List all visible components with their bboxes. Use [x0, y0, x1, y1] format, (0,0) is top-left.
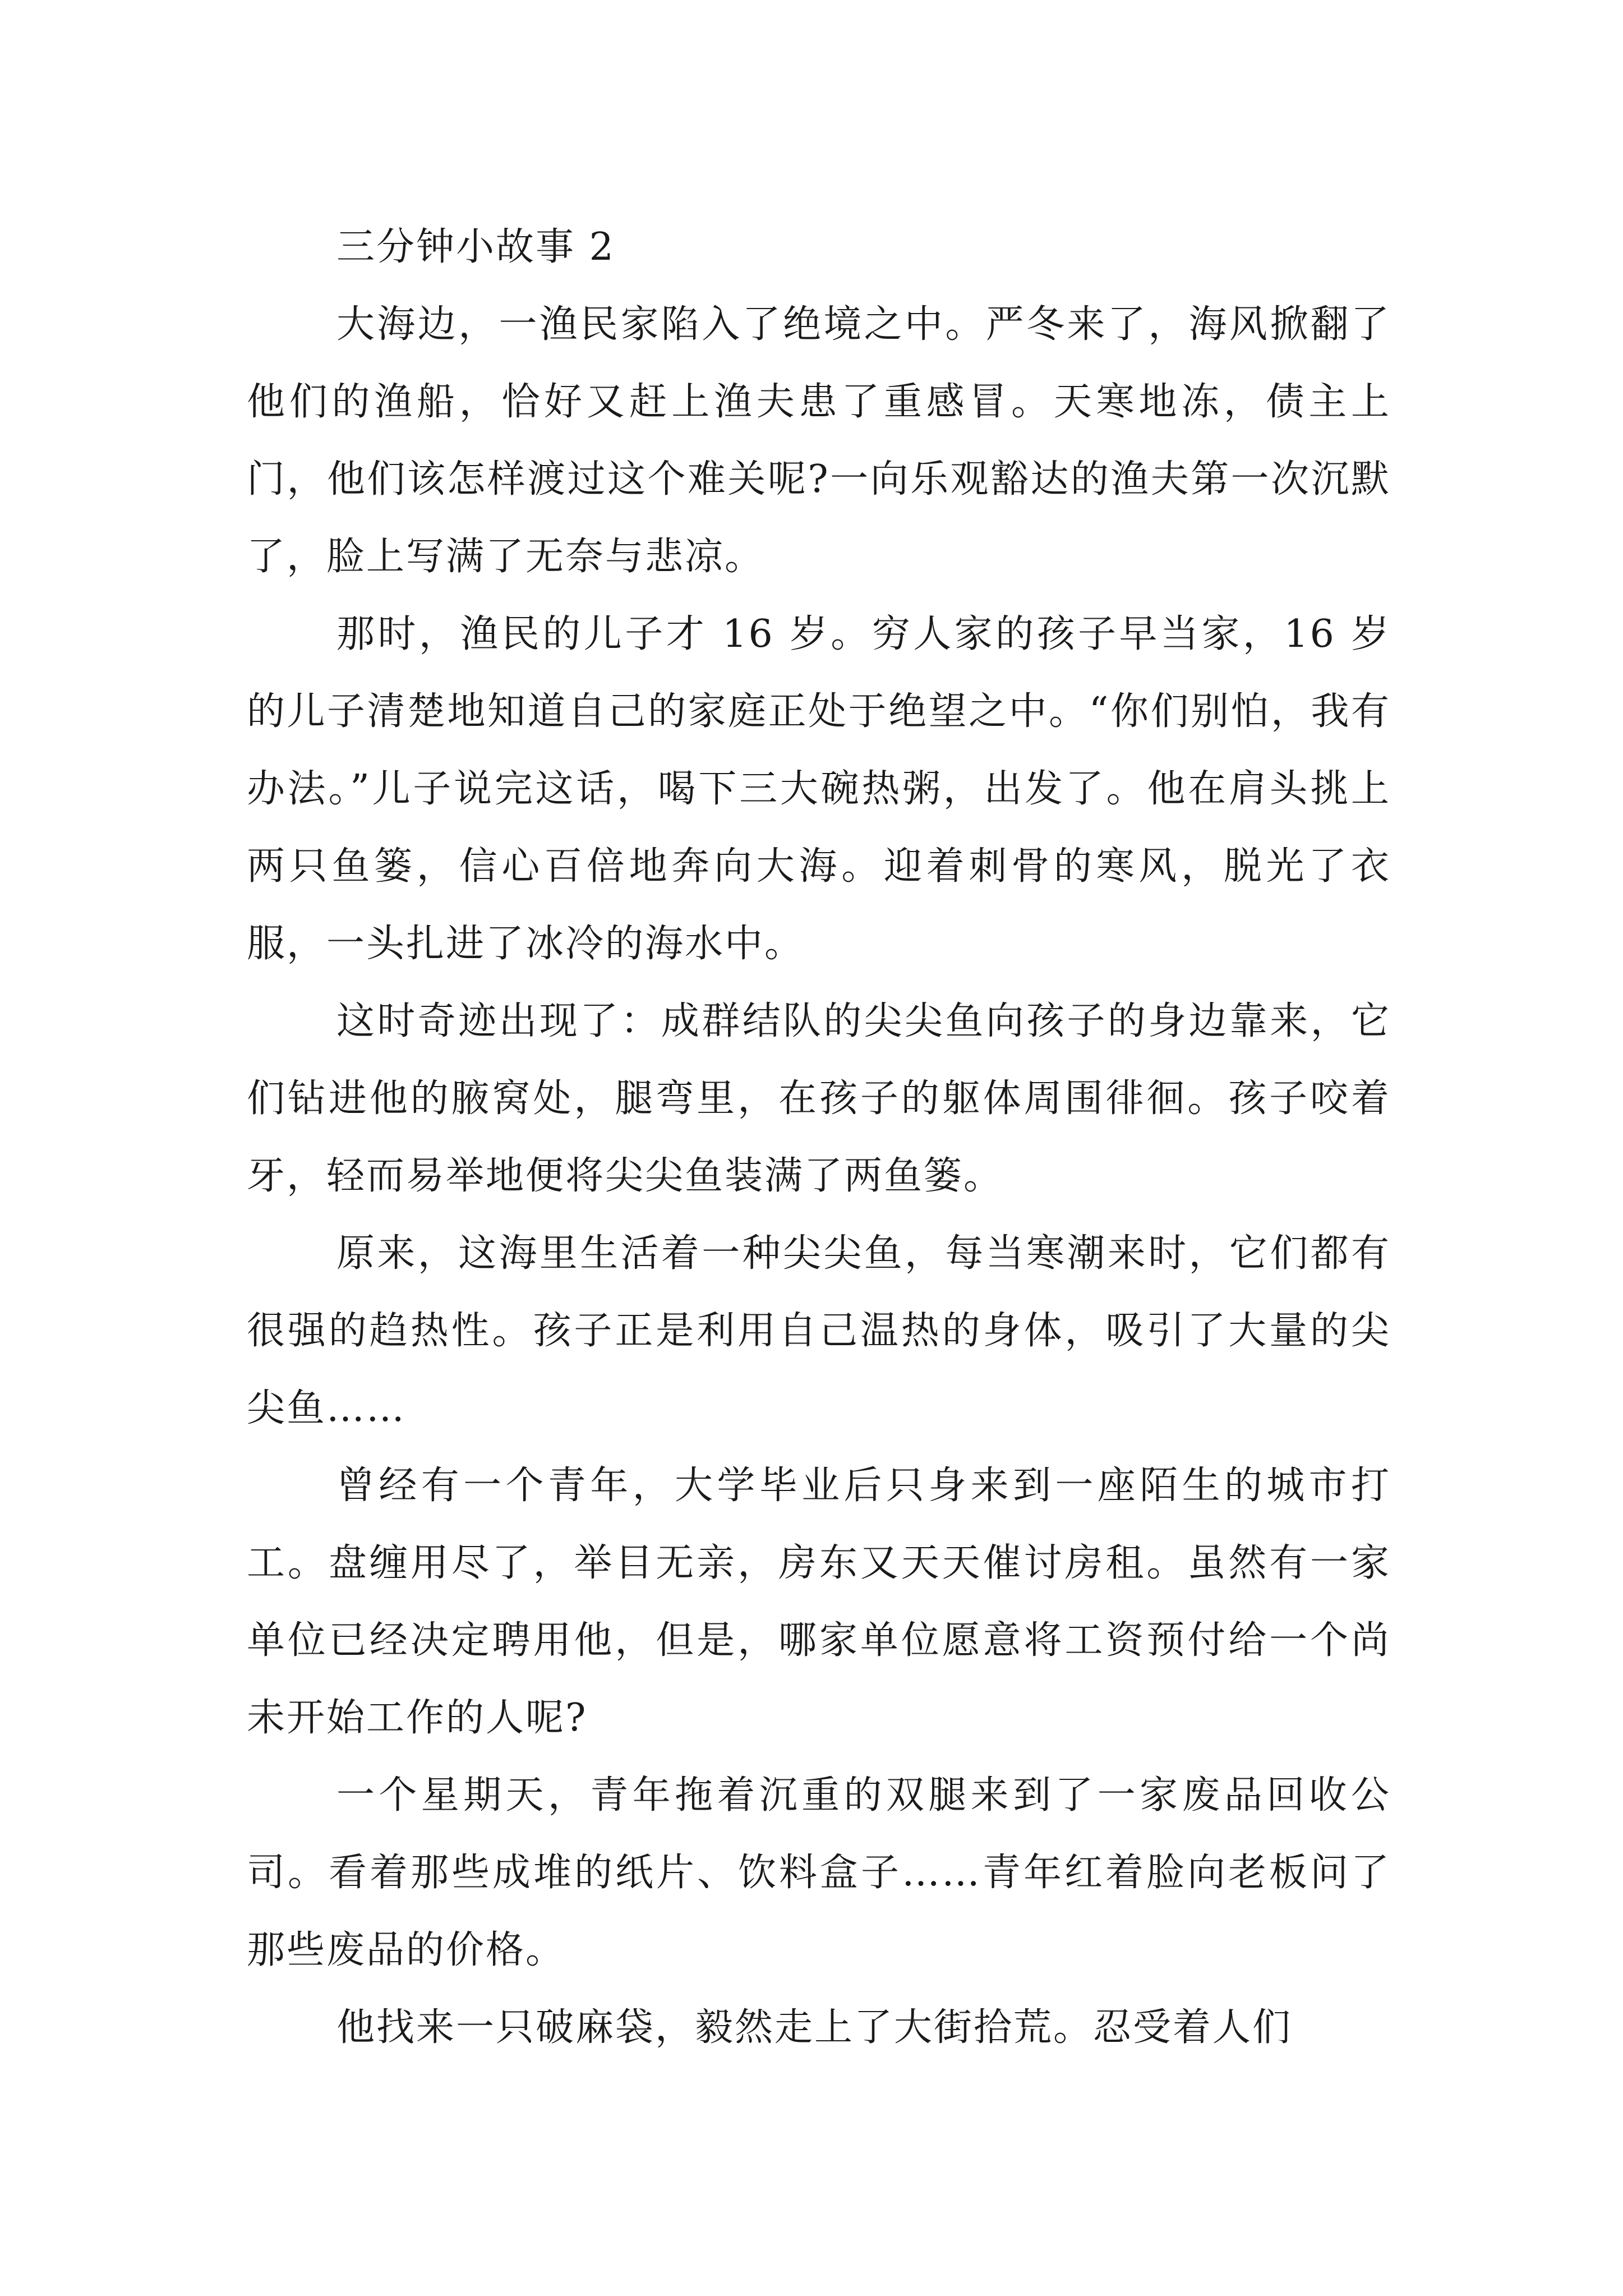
paragraph-2: 那时，渔民的儿子才 16 岁。穷人家的孩子早当家，16 岁的儿子清楚地知道自己的家庭正处于绝望之中。“你们别怕，我有办法。”儿子说完这话，喝下三大碗热粥，出发了。他在肩头挑上两只鱼篓，信心百倍地奔向大海。迎着刺骨的寒风，脱光了衣服，一头扎进了冰冷的海水中。 — [247, 612, 1391, 966]
document-title: 三分钟小故事 2 — [336, 225, 615, 269]
paragraph-5: 曾经有一个青年，大学毕业后只身来到一座陌生的城市打工。盘缠用尽了，举目无亲，房东又天天催讨房租。虽然有一家单位已经决定聘用他，但是，哪家单位愿意将工资预付给一个尚未开始工作的人呢? — [247, 1464, 1391, 1740]
paragraph-6: 一个星期天，青年拖着沉重的双腿来到了一家废品回收公司。看着那些成堆的纸片、饮料盒子……青年红着脸向老板问了那些废品的价格。 — [247, 1773, 1391, 1972]
paragraph-3: 这时奇迹出现了：成群结队的尖尖鱼向孩子的身边靠来，它们钻进他的腋窝处，腿弯里，在孩子的躯体周围徘徊。孩子咬着牙，轻而易举地便将尖尖鱼装满了两鱼篓。 — [247, 999, 1391, 1198]
paragraph-1: 大海边，一渔民家陷入了绝境之中。严冬来了，海风掀翻了他们的渔船，恰好又赶上渔夫患了重感冒。天寒地冻，债主上门，他们该怎样渡过这个难关呢?一向乐观豁达的渔夫第一次沉默了，脸上写满了无奈与悲凉。 — [247, 302, 1391, 579]
paragraph-7: 他找来一只破麻袋，毅然走上了大街拾荒。忍受着人们 — [336, 2005, 1293, 2050]
paragraph-4: 原来，这海里生活着一种尖尖鱼，每当寒潮来时，它们都有很强的趋热性。孩子正是利用自己温热的身体，吸引了大量的尖尖鱼…… — [247, 1231, 1391, 1430]
document-body — [247, 209, 1391, 2067]
